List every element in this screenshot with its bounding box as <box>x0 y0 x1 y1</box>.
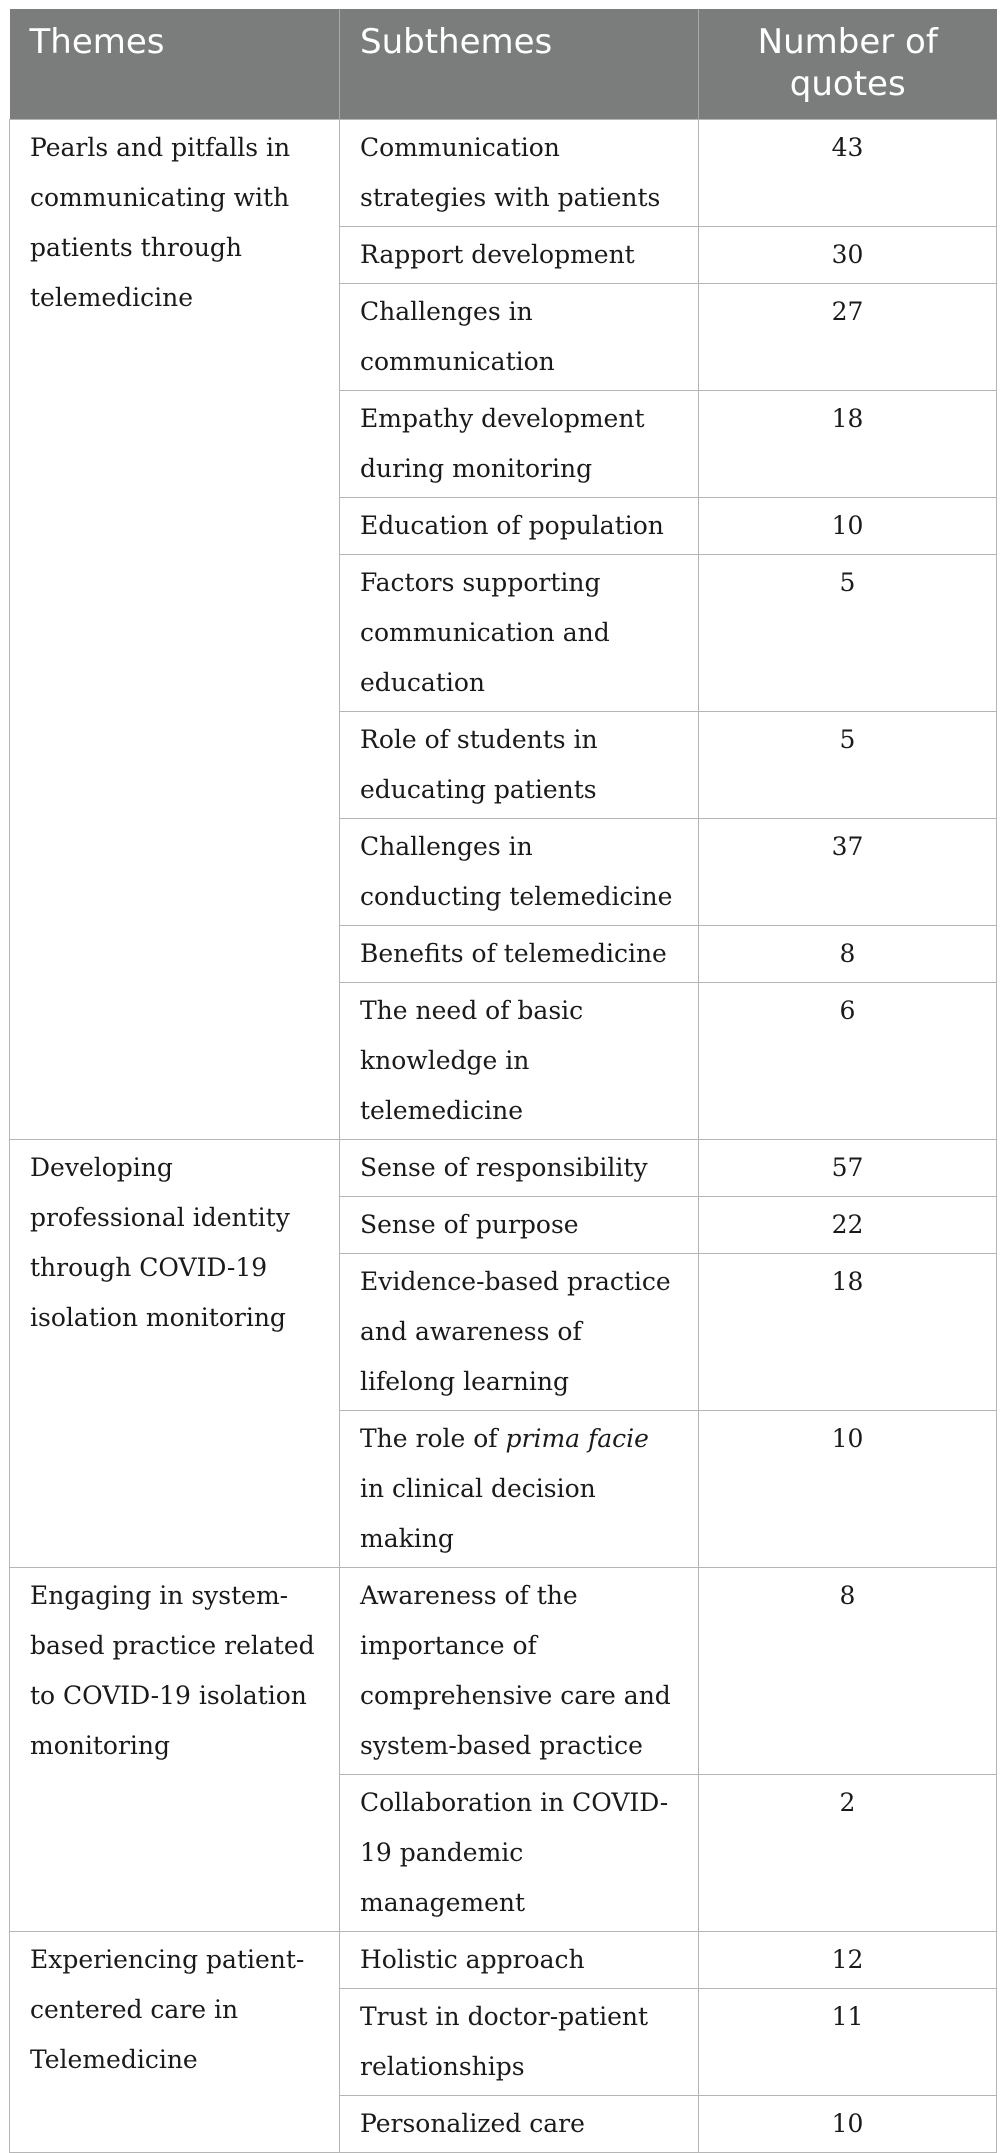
quote-count-cell: 18 <box>699 391 997 498</box>
quote-count-cell: 11 <box>699 1989 997 2096</box>
themes-table-container <box>9 9 996 2153</box>
table-row <box>10 1568 997 1775</box>
subtheme-cell: Evidence-based practice and awareness of lifelong learning <box>340 1254 699 1411</box>
subtheme-cell: Personalized care <box>340 2096 699 2153</box>
quote-count-cell: 10 <box>699 498 997 555</box>
table-body <box>10 120 997 2153</box>
quote-count-cell: 6 <box>699 983 997 1140</box>
subtheme-cell: Awareness of the importance of comprehensive care and system-based practice <box>340 1568 699 1775</box>
subtheme-cell: The need of basic knowledge in telemedicine <box>340 983 699 1140</box>
subtheme-cell: Challenges in conducting telemedicine <box>340 819 699 926</box>
subtheme-cell: Challenges in communication <box>340 284 699 391</box>
themes-table <box>9 9 997 2153</box>
subtheme-text: in clinical decision making <box>360 1474 596 1553</box>
quote-count-cell: 27 <box>699 284 997 391</box>
subtheme-cell: Holistic approach <box>340 1932 699 1989</box>
theme-cell: Engaging in system-based practice related to COVID-19 isolation monitoring <box>10 1568 340 1932</box>
quote-count-cell: 18 <box>699 1254 997 1411</box>
subtheme-cell: Empathy development during monitoring <box>340 391 699 498</box>
quote-count-cell: 10 <box>699 1411 997 1568</box>
subtheme-cell: Trust in doctor-patient relationships <box>340 1989 699 2096</box>
quote-count-cell: 22 <box>699 1197 997 1254</box>
quote-count-cell: 5 <box>699 555 997 712</box>
subtheme-cell: Factors supporting communication and education <box>340 555 699 712</box>
table-row <box>10 1140 997 1197</box>
subtheme-cell: Collaboration in COVID-19 pandemic management <box>340 1775 699 1932</box>
subtheme-cell: Role of students in educating patients <box>340 712 699 819</box>
header-number-of-quotes: Number of quotes <box>699 9 997 120</box>
theme-cell: Pearls and pitfalls in communicating with patients through telemedicine <box>10 120 340 1140</box>
table-row <box>10 1932 997 1989</box>
header-row <box>10 9 997 120</box>
header-themes: Themes <box>10 9 340 120</box>
table-header <box>10 9 997 120</box>
table-row <box>10 120 997 227</box>
theme-cell: Experiencing patient-centered care in Telemedicine <box>10 1932 340 2153</box>
theme-cell: Developing professional identity through COVID-19 isolation monitoring <box>10 1140 340 1568</box>
quote-count-cell: 57 <box>699 1140 997 1197</box>
header-subthemes: Subthemes <box>340 9 699 120</box>
quote-count-cell: 37 <box>699 819 997 926</box>
subtheme-cell: Communication strategies with patients <box>340 120 699 227</box>
quote-count-cell: 10 <box>699 2096 997 2153</box>
subtheme-cell: Education of population <box>340 498 699 555</box>
quote-count-cell: 43 <box>699 120 997 227</box>
quote-count-cell: 12 <box>699 1932 997 1989</box>
subtheme-cell: Sense of responsibility <box>340 1140 699 1197</box>
quote-count-cell: 5 <box>699 712 997 819</box>
subtheme-text: The role of <box>360 1424 506 1453</box>
quote-count-cell: 2 <box>699 1775 997 1932</box>
quote-count-cell: 8 <box>699 926 997 983</box>
subtheme-cell: Sense of purpose <box>340 1197 699 1254</box>
subtheme-cell: Benefits of telemedicine <box>340 926 699 983</box>
subtheme-cell: Rapport development <box>340 227 699 284</box>
subtheme-italic-text: prima facie <box>505 1424 649 1453</box>
subtheme-cell <box>340 1411 699 1568</box>
quote-count-cell: 8 <box>699 1568 997 1775</box>
quote-count-cell: 30 <box>699 227 997 284</box>
